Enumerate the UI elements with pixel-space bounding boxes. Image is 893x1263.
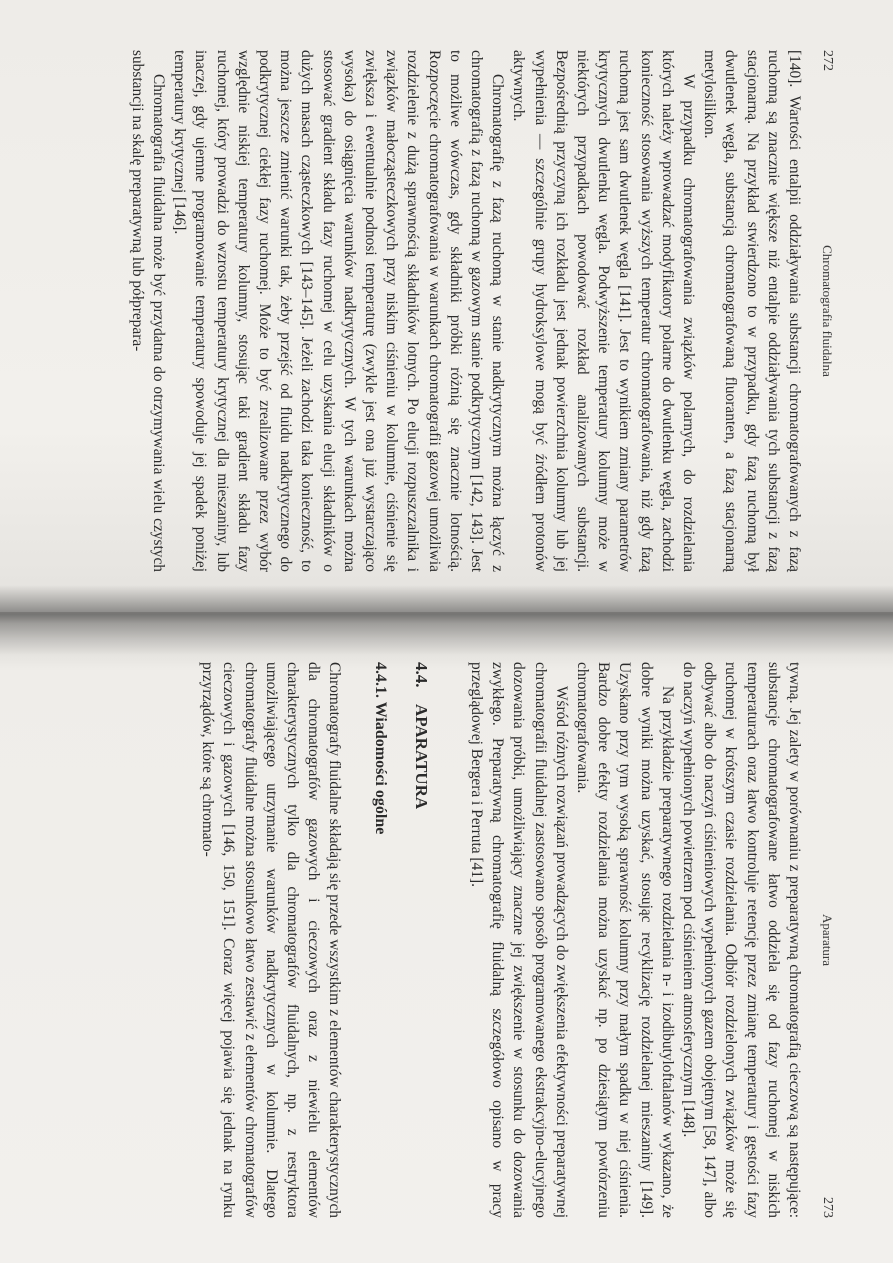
section-title: APARATURA [411, 704, 431, 810]
book-gutter-shadow [0, 585, 893, 655]
paragraph: tywną. Jej zalety w porównaniu z preparatywną chromatografią cieczową są następujące: substancje chromatografowane łatwo oddziela się od fazy ruchomej w niskich temperaturach oraz łatwo kontroluje retencję przez zmianę temperatury i gęstości fazy ruchomej w krótszym czasie rozdzielania. Odbiór rozdzielonych związków może się odbywać albo do naczyń ciśnieniowych wypełnionych gazem obojętnym [58, 147], albo do naczyń wypełnionych powietrzem pod ciśnieniem atmosferycznym [148]. [679, 662, 803, 1218]
left-running-title: Chromatografia fluidalna [820, 245, 835, 377]
right-page-number: 273 [820, 1197, 835, 1218]
paragraph: [140]. Wartości entalpii oddziaływania substancji chromatografowanych z fazą ruchomą są znacznie większe niż entalpie oddziaływania tych substancji z fazą stacjonarną. Na przykład stwierdzono to w przypadku, gdy fazą ruchomą był dwutlenek węgla, substancją chromatografowaną fluoranten, a fazą stacjonarną metylosilikon. [701, 50, 803, 572]
paragraph: W przypadku chromatografowania związków polarnych, do rozdzielania których należy wprowadzać modyfikatory polarne do dwutlenku węgla, zachodzi konieczność stosowania wyższych temperatur chromatografowania, niż gdy fazą ruchomą jest sam dwutlenek węgla [141]. Jest to wynikiem zmiany parametrów krytycznych dwutlenku węgla. Podwyższenie temperatury kolumny może w niektórych przypadkach powodować rozkład analizowanych substancji. Bezpośrednią przyczyną ich rozkładu jest jednak powierzchnia kolumny lub jej wypełnienia — szczególnie grupy hydroksylowe mogą być źródłem protonów aktywnych. [510, 50, 697, 572]
subsection-heading: 4.4.1. Wiadomości ogólne [371, 662, 389, 835]
paragraph: Chromatografia fluidalna może być przydatna do otrzymywania wielu czystych substancji na skalę preparatywną lub półprepara- [128, 50, 167, 572]
section-heading [411, 662, 432, 1218]
paragraph: Wśród różnych rozwiązań prowadzących do zwiększenia efektywności preparatywnej chromatografii fluidalnej zastosowano sposób programowanego ekstrakcyjno-elucyjnego dozowania próbki, umożliwiający znaczne jej zwiększenie w stosunku do dozowania zwykłego. Preparatywną chromatografię fluidalną szczegółowo opisano w pracy przeglądowej Bergera i Perruta [41]. [467, 662, 570, 1218]
paragraph: Chromatografy fluidalne składają się przede wszystkim z elementów charakterystycznych dla chromatografów gazowych i cieczowych oraz z niewielu elementów charakterystycznych tylko dla chromatografów fluidalnych, np. z restryktora umożliwiającego utrzymanie warunków nadkrytycznych w kolumnie. Dlatego chromatografy fluidalne można stosunkowo łatwo zestawić z elementów chromatografów cieczowych i gazowych [146, 150, 151]. Coraz więcej pojawia się jednak na rynku przyrządów, które są chromato- [199, 662, 344, 1218]
right-running-title: Aparatura [820, 914, 835, 966]
right-text-column [197, 662, 805, 1218]
paragraph: Chromatografię z fazą ruchomą w stanie nadkrytycznym można łączyć z chromatografią z fazą ruchomą w gazowym stanie podkrytycznym [142, 143]. Jest to możliwe wówczas, gdy składniki próbki różnią się znacznie lotnością. Rozpoczęcie chromatografowania w warunkach chromatografii gazowej umożliwia rozdzielenie z dużą sprawnością składników lotnych. Po elucji rozpuszczalnika i związków małocząsteczkowych przy niskim ciśnieniu w kolumnie, ciśnienie się zwiększa i ewentualnie podnosi temperaturę (zwykle jest ona już wystarczająco wysoka) do osiągnięcia warunków nadkrytycznych. W tych warunkach można stosować gradient składu fazy ruchomej w celu uzyskania elucji składników o dużych masach cząsteczkowych [143–145]. Jeżeli zachodzi taka konieczność, to można jeszcze zmienić warunki tak, żeby przejść od fluidu nadkrytycznego do podkrytycznej ciekłej fazy ruchomej. Może to być zrealizowane przez wybór względnie niskiej temperatury kolumny, stosując taki gradient składu fazy ruchomej, który prowadzi do wzrostu temperatury krytycznej dla mieszaniny, lub inaczej, gdy ujemne programowanie temperatury spowoduje jej spadek poniżej temperatury krytycznej [146]. [171, 50, 507, 572]
left-text-column [127, 50, 806, 572]
right-page [0, 612, 893, 1263]
paragraph: Na przykładzie preparatywnego rozdzielania n- i izodibutyloftalanów wykazano, że dobre wyniki można uzyskać, stosując recyklizację rozdzielanej mieszaniny [149]. Uzyskano przy tym wysoką sprawność kolumny przy małym spadku w niej ciśnienia. Bardzo dobre efekty rozdzielania można uzyskać np. po dziesiątym powtórzeniu chromatografowania. [573, 662, 676, 1218]
left-page [0, 0, 893, 612]
left-page-number: 272 [820, 50, 835, 71]
section-number: 4.4. [411, 662, 431, 688]
